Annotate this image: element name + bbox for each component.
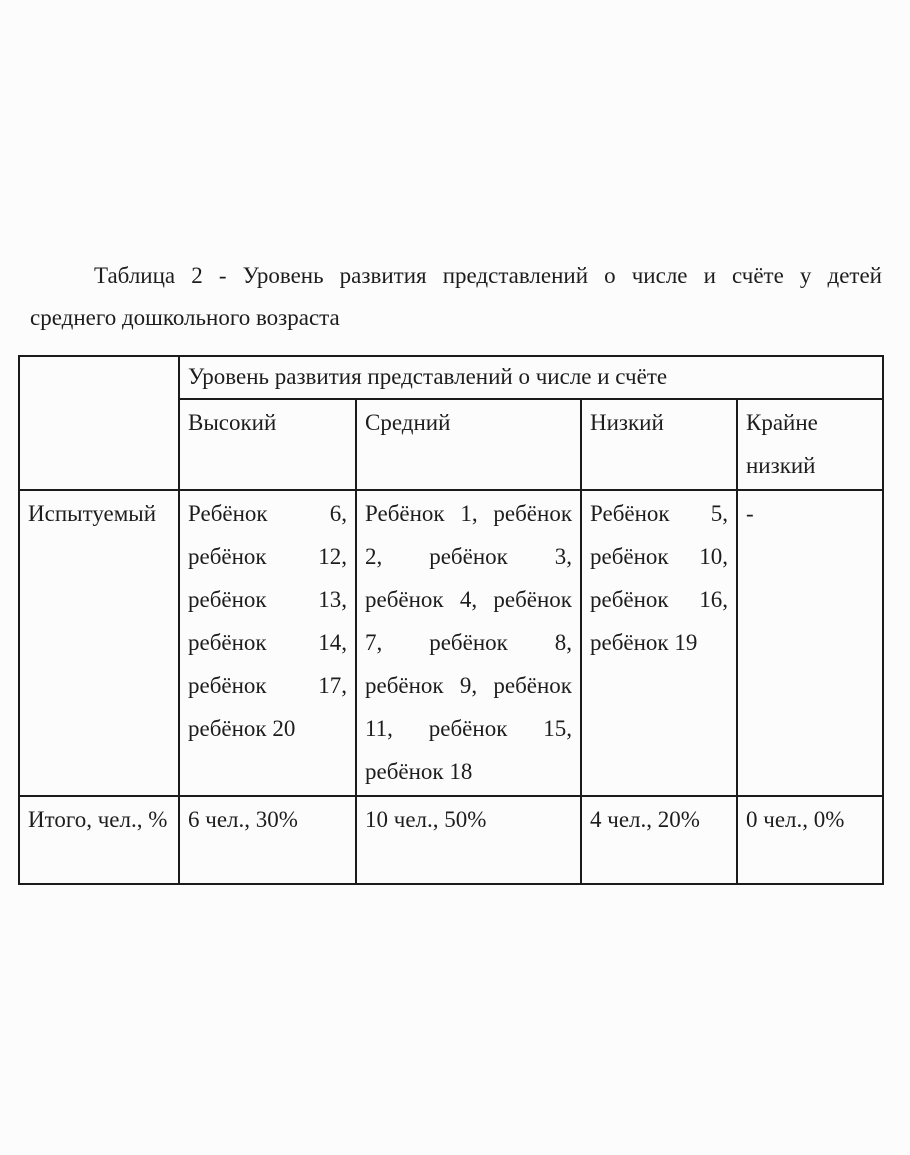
totals-low-cell: 4 чел., 20% [581, 796, 737, 884]
table-caption-line-2: среднего дошкольного возраста [30, 305, 340, 330]
level-header-medium: Средний [356, 399, 581, 490]
subjects-row [19, 490, 883, 796]
row-label-subjects: Испытуемый [19, 490, 179, 796]
subjects-very-low-cell: - [737, 490, 883, 796]
level-header-low: Низкий [581, 399, 737, 490]
level-header-very-low: Крайне низкий [737, 399, 883, 490]
totals-very-low-cell: 0 чел., 0% [737, 796, 883, 884]
table-caption-line-1: Таблица 2 - Уровень развития представлений о числе и счёте у детей [94, 263, 882, 288]
table-caption [30, 255, 882, 339]
header-group-row [19, 356, 883, 399]
level-header-high: Высокий [179, 399, 356, 490]
totals-medium-cell: 10 чел., 50% [356, 796, 581, 884]
corner-empty-cell [19, 356, 179, 490]
row-label-totals: Итого, чел., % [19, 796, 179, 884]
header-group-cell: Уровень развития представлений о числе и счёте [179, 356, 883, 399]
subjects-low-cell: Ребёнок 5, ребёнок 10, ребёнок 16, ребёнок 19 [581, 490, 737, 796]
subjects-high-cell: Ребёнок 6, ребёнок 12, ребёнок 13, ребёнок 14, ребёнок 17, ребёнок 20 [179, 490, 356, 796]
levels-table [18, 355, 884, 885]
totals-row [19, 796, 883, 884]
totals-high-cell: 6 чел., 30% [179, 796, 356, 884]
subjects-medium-cell: Ребёнок 1, ребёнок 2, ребёнок 3, ребёнок 4, ребёнок 7, ребёнок 8, ребёнок 9, ребёнок 11, ребёнок 15, ребёнок 18 [356, 490, 581, 796]
